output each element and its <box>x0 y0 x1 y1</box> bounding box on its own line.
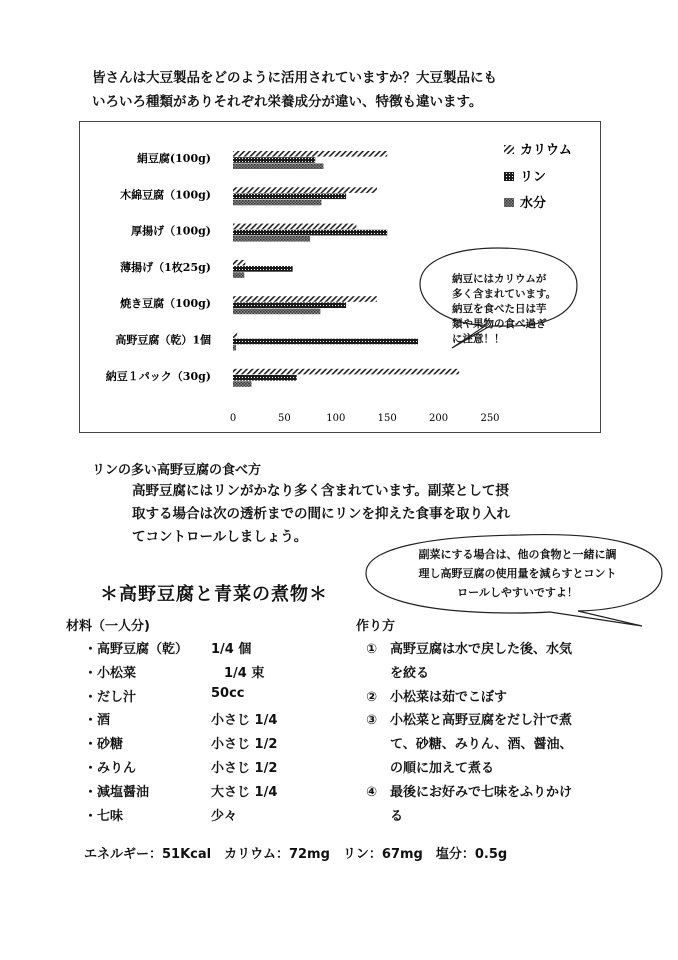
step-number: ③ <box>366 713 378 729</box>
legend-swatch-rin <box>504 172 514 181</box>
bar-water <box>233 200 321 206</box>
ingredient-amount: 1/4 束 <box>211 665 265 681</box>
bubble-natto-text <box>452 272 567 347</box>
step-4 <box>366 781 636 829</box>
step-number: ④ <box>366 784 378 800</box>
ingredient-amount: 小さじ 1/2 <box>211 737 278 753</box>
bar-water <box>233 381 252 387</box>
ingredient-name: ・小松菜 <box>84 665 137 681</box>
intro-line-1: 皆さんは大豆製品をどのように活用されていますか？大豆製品にも <box>92 70 497 86</box>
bar-kalium <box>233 224 356 230</box>
category-label: 薄揚げ（1枚25g) <box>120 260 211 274</box>
bar-kalium <box>233 296 377 302</box>
bar-kalium <box>233 260 245 266</box>
soy-products-chart <box>79 121 601 433</box>
intro-line-2: いろいろ種類がありそれぞれ栄養成分が違い、特徴も違います。 <box>92 94 483 110</box>
section-line-3: てコントロールしましょう。 <box>132 529 308 545</box>
x-tick-label: 50 <box>278 413 291 424</box>
ingredient-name: ・酒 <box>84 713 111 729</box>
bar-rin <box>233 194 346 200</box>
bubble-natto-line-1: 納豆にはカリウムが <box>452 273 547 285</box>
step-line: 高野豆腐は水で戻した後、水気 <box>390 642 573 657</box>
intro-text <box>92 66 612 114</box>
bar-water <box>233 163 323 169</box>
nutrition-info: エネルギー：51Kcal カリウム：72mg リン：67mg 塩分：0.5g <box>84 847 508 862</box>
ingredient-name: ・七味 <box>84 808 124 824</box>
ingredients-heading: 材料（一人分) <box>66 619 150 634</box>
step-line: 小松菜は茹でこぼす <box>390 689 508 705</box>
bar-rin <box>233 157 315 163</box>
ingredient-row <box>84 686 277 710</box>
category-label: 木綿豆腐（100g) <box>120 188 211 202</box>
step-line: て、砂糖、みりん、酒、醤油、 <box>390 737 573 753</box>
x-tick-label: 150 <box>377 413 397 424</box>
step-line: 最後にお好みで七味をふりかけ <box>390 784 573 800</box>
bubble-natto-line-2: 多く含まれています。 <box>452 288 557 300</box>
x-tick-label: 0 <box>229 413 237 424</box>
ingredient-row <box>84 638 277 662</box>
step-line: を絞る <box>390 665 430 681</box>
bar-water <box>233 236 310 242</box>
step-1 <box>366 638 636 686</box>
bar-rin <box>233 375 297 381</box>
bar-kalium <box>233 151 387 157</box>
legend-label-water: 水分 <box>520 196 547 211</box>
bar-kalium <box>233 187 377 193</box>
step-line: 小松菜と高野豆腐をだし汁で煮 <box>390 713 573 729</box>
bubble-natto-line-5: に注意！！ <box>452 333 505 345</box>
legend-swatch-kalium <box>504 145 514 154</box>
ingredient-amount: 1/4 個 <box>211 642 252 657</box>
bar-kalium <box>233 369 459 375</box>
bubble-natto-line-3: 納豆を食べた日は芋 <box>452 303 547 315</box>
bubble-tip-line-2: 理し高野豆腐の使用量を減らすとコント <box>418 567 617 580</box>
ingredient-amount: 小さじ 1/4 <box>211 713 278 729</box>
ingredient-amount: 小さじ 1/2 <box>211 760 278 776</box>
ingredient-name: ・高野豆腐（乾） <box>84 642 189 657</box>
bar-rin <box>233 266 293 272</box>
bar-kalium <box>233 333 237 339</box>
ingredient-name: ・砂糖 <box>84 737 124 753</box>
category-label: 厚揚げ（100g) <box>131 224 211 238</box>
ingredient-row <box>84 733 277 757</box>
bar-rin <box>233 230 387 236</box>
ingredient-amount: 大さじ 1/4 <box>211 784 278 800</box>
steps-list <box>366 638 636 828</box>
ingredient-amount: 50cc <box>211 685 245 701</box>
step-number: ② <box>366 689 378 705</box>
step-2 <box>366 686 636 710</box>
bar-water <box>233 309 320 315</box>
step-line: の順に加えて煮る <box>390 760 495 776</box>
category-label: 焼き豆腐（100g) <box>120 297 211 311</box>
ingredient-name: ・だし汁 <box>84 689 137 705</box>
ingredient-row <box>84 757 277 781</box>
bar-water <box>233 345 236 351</box>
steps-heading: 作り方 <box>356 619 396 634</box>
ingredient-row <box>84 662 277 686</box>
ingredient-row <box>84 709 277 733</box>
category-label: 高野豆腐（乾）1個 <box>115 333 211 347</box>
recipe-title: ＊高野豆腐と青菜の煮物＊ <box>100 584 328 605</box>
section-line-2: 取する場合は次の透析までの間にリンを抑えた食事を取り入れ <box>132 506 510 522</box>
ingredient-row <box>84 805 277 829</box>
legend-swatch-water <box>504 198 514 207</box>
legend-label-kalium: カリウム <box>520 143 572 158</box>
bar-water <box>233 272 244 278</box>
bubble-tip-line-3: ロールしやすいですよ！ <box>457 586 578 599</box>
section-title: リンの多い高野豆腐の食べ方 <box>92 463 262 478</box>
ingredient-name: ・みりん <box>84 760 137 776</box>
x-tick-label: 100 <box>326 413 346 424</box>
step-3 <box>366 709 636 780</box>
bubble-tip-line-1: 副菜にする場合は、他の食物と一緒に調 <box>418 548 617 561</box>
ingredient-name: ・減塩醤油 <box>84 784 150 800</box>
x-tick-label: 250 <box>480 413 500 424</box>
section-line-1: 高野豆腐にはリンがかなり多く含まれています。副菜として摂 <box>132 483 509 499</box>
step-line: る <box>390 808 404 824</box>
ingredient-row <box>84 781 277 805</box>
x-tick-label: 200 <box>429 413 449 424</box>
category-label: 絹豆腐(100g) <box>136 152 211 165</box>
bar-rin <box>233 339 418 345</box>
bubble-natto-line-4: 類や果物の食べ過ぎ <box>452 318 547 330</box>
ingredients-list <box>84 638 277 828</box>
ingredient-amount: 少々 <box>211 808 238 824</box>
legend-label-rin: リン <box>520 170 547 185</box>
step-number: ① <box>366 642 378 657</box>
category-label: 納豆１パック（30g) <box>105 369 211 383</box>
bubble-tip-text <box>380 545 655 602</box>
bar-rin <box>233 302 346 308</box>
